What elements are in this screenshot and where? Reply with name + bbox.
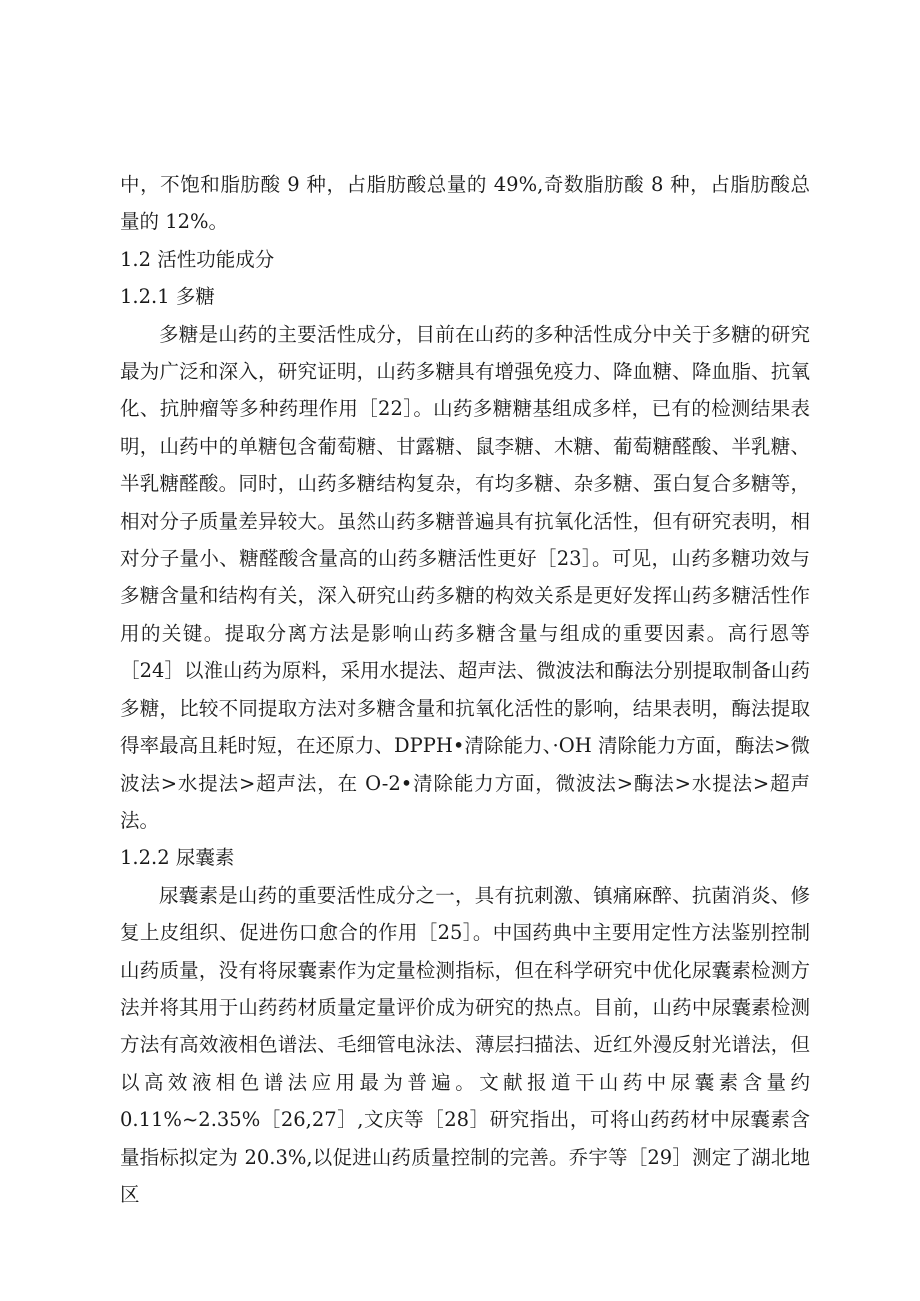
section-heading-1-2: 1.2 活性功能成分	[120, 247, 275, 271]
document-body	[120, 166, 810, 1213]
section-heading-1-2-2: 1.2.2 尿囊素	[120, 846, 235, 870]
paragraph-continuation: 中，不饱和脂肪酸 9 种，占脂肪酸总量的 49%,奇数脂肪酸 8 种，占脂肪酸总量的 12%。	[120, 173, 810, 234]
section-heading-1-2-1: 1.2.1 多糖	[120, 285, 215, 309]
paragraph-allantoin: 尿囊素是山药的重要活性成分之一，具有抗刺激、镇痛麻醉、抗菌消炎、修复上皮组织、促进伤口愈合的作用［25］。中国药典中主要用定性方法鉴别控制山药质量，没有将尿囊素作为定量检测指标，但在科学研究中优化尿囊素检测方法并将其用于山药药材质量定量评价成为研究的热点。目前，山药中尿囊素检测方法有高效液相色谱法、毛细管电泳法、薄层扫描法、近红外漫反射光谱法，但以高效液相色谱法应用最为普遍。文献报道干山药中尿囊素含量约 0.11%~2.35%［26,27］,文庆等［28］研究指出，可将山药药材中尿囊素含量指标拟定为 20.3%,以促进山药质量控制的完善。乔宇等［29］测定了湖北地区	[120, 883, 810, 1206]
paragraph-polysaccharide: 多糖是山药的主要活性成分，目前在山药的多种活性成分中关于多糖的研究最为广泛和深入，研究证明，山药多糖具有增强免疫力、降血糖、降血脂、抗氧化、抗肿瘤等多种药理作用［22］。山药多糖糖基组成多样，已有的检测结果表明，山药中的单糖包含葡萄糖、甘露糖、鼠李糖、木糖、葡萄糖醛酸、半乳糖、半乳糖醛酸。同时，山药多糖结构复杂，有均多糖、杂多糖、蛋白复合多糖等，相对分子质量差异较大。虽然山药多糖普遍具有抗氧化活性，但有研究表明，相对分子量小、糖醛酸含量高的山药多糖活性更好［23］。可见，山药多糖功效与多糖含量和结构有关，深入研究山药多糖的构效关系是更好发挥山药多糖活性作用的关键。提取分离方法是影响山药多糖含量与组成的重要因素。高行恩等［24］以淮山药为原料，采用水提法、超声法、微波法和酶法分别提取制备山药多糖，比较不同提取方法对多糖含量和抗氧化活性的影响，结果表明，酶法提取得率最高且耗时短，在还原力、DPPH•清除能力、·OH 清除能力方面，酶法>微波法>水提法>超声法，在 O-2•清除能力方面，微波法>酶法>水提法>超声法。	[120, 322, 810, 832]
